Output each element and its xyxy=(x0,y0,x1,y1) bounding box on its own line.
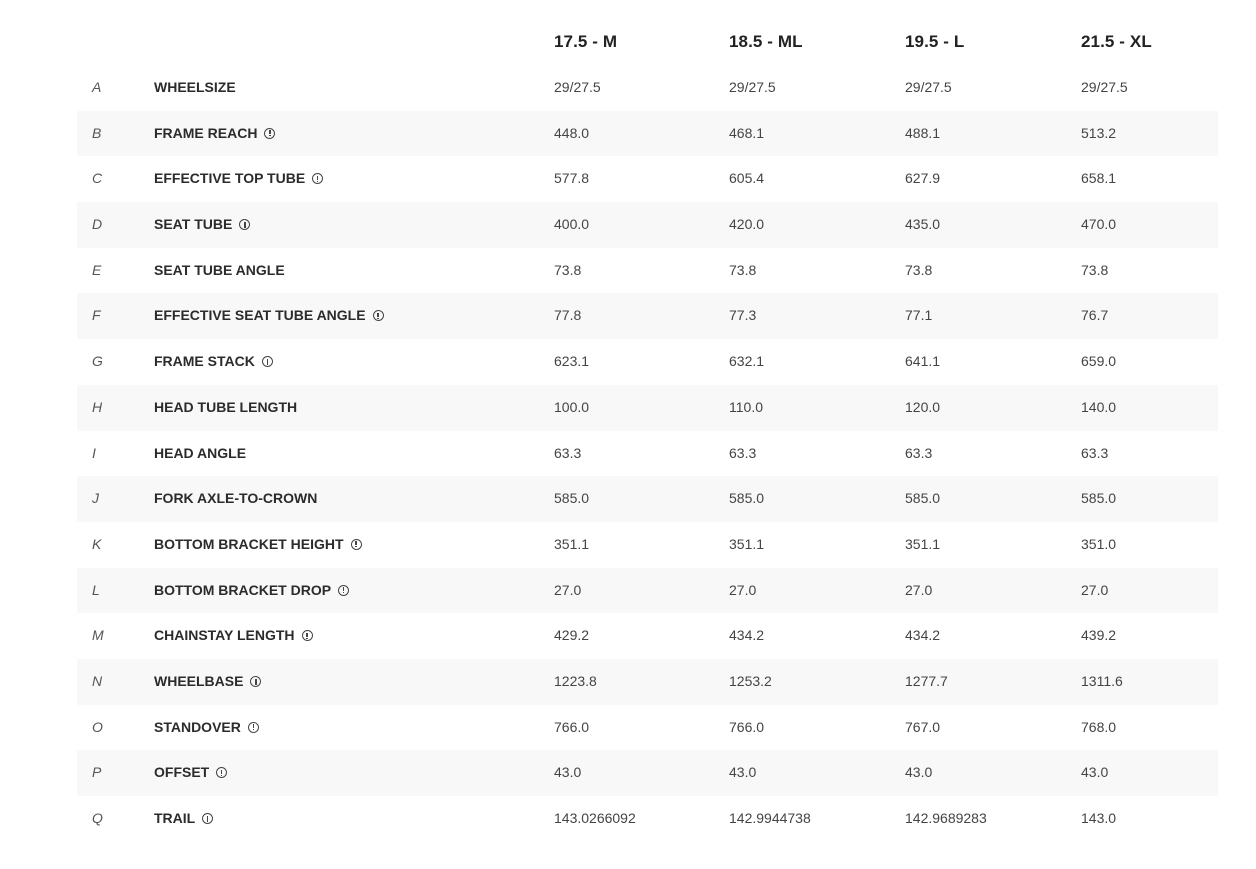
value-cell-l: 434.2 xyxy=(905,627,941,644)
row-letter: K xyxy=(92,535,102,552)
size-header-row xyxy=(77,19,1218,65)
value-cell-xl: 658.1 xyxy=(1081,170,1117,187)
row-letter: L xyxy=(92,581,100,598)
value-cell-xl: 143.0 xyxy=(1081,810,1117,826)
value-cell-ml: 468.1 xyxy=(729,124,765,141)
value-cell-xl: 140.0 xyxy=(1081,398,1117,415)
value-cell-m: 448.0 xyxy=(554,124,590,141)
row-label-text: HEAD ANGLE xyxy=(154,444,247,461)
table-row xyxy=(77,293,1218,339)
info-icon[interactable] xyxy=(312,173,323,184)
row-label xyxy=(154,156,323,202)
table-row xyxy=(77,613,1218,659)
row-letter: B xyxy=(92,124,102,141)
value-cell-l: 142.9689283 xyxy=(905,810,987,826)
value-cell-xl: 63.3 xyxy=(1081,444,1109,461)
row-label xyxy=(154,65,236,111)
row-label-text: WHEELBASE xyxy=(154,672,244,689)
row-letter: H xyxy=(92,398,103,415)
value-cell-ml: 420.0 xyxy=(729,216,765,233)
info-icon[interactable] xyxy=(262,356,273,367)
value-cell-xl: 513.2 xyxy=(1081,124,1117,141)
value-cell-m: 29/27.5 xyxy=(554,79,601,95)
info-icon[interactable] xyxy=(248,722,259,733)
value-cell-m: 77.8 xyxy=(554,307,582,324)
value-cell-l: 73.8 xyxy=(905,261,933,278)
row-label-text: FRAME STACK xyxy=(154,353,255,370)
value-cell-ml: 605.4 xyxy=(729,170,765,187)
value-cell-xl: 73.8 xyxy=(1081,261,1109,278)
size-header-ml: 18.5 - ML xyxy=(729,32,803,51)
row-label xyxy=(154,659,261,705)
geometry-rows xyxy=(77,65,1218,842)
value-cell-m: 351.1 xyxy=(554,535,590,552)
value-cell-xl: 585.0 xyxy=(1081,490,1117,507)
row-letter: A xyxy=(92,79,102,95)
size-header-m: 17.5 - M xyxy=(554,32,618,51)
value-cell-ml: 632.1 xyxy=(729,353,765,370)
table-row xyxy=(77,750,1218,796)
table-row xyxy=(77,705,1218,751)
value-cell-xl: 43.0 xyxy=(1081,764,1109,781)
value-cell-l: 351.1 xyxy=(905,535,941,552)
table-row xyxy=(77,156,1218,202)
value-cell-xl: 1311.6 xyxy=(1081,672,1123,689)
row-letter: G xyxy=(92,353,103,370)
value-cell-xl: 27.0 xyxy=(1081,581,1109,598)
value-cell-ml: 29/27.5 xyxy=(729,79,776,95)
value-cell-ml: 434.2 xyxy=(729,627,765,644)
value-cell-m: 1223.8 xyxy=(554,672,597,689)
row-letter: F xyxy=(92,307,101,324)
row-label xyxy=(154,339,273,385)
value-cell-l: 585.0 xyxy=(905,490,941,507)
row-label xyxy=(154,705,259,751)
row-label-text: OFFSET xyxy=(154,764,210,781)
row-label xyxy=(154,248,285,294)
info-icon[interactable] xyxy=(264,128,275,139)
value-cell-l: 641.1 xyxy=(905,353,941,370)
value-cell-xl: 76.7 xyxy=(1081,307,1109,324)
row-label-text: BOTTOM BRACKET DROP xyxy=(154,581,332,598)
value-cell-m: 623.1 xyxy=(554,353,590,370)
info-icon[interactable] xyxy=(239,219,250,230)
value-cell-xl: 351.0 xyxy=(1081,535,1117,552)
row-label-text: HEAD TUBE LENGTH xyxy=(154,398,298,415)
table-row xyxy=(77,476,1218,522)
table-row xyxy=(77,65,1218,111)
value-cell-l: 767.0 xyxy=(905,718,941,735)
row-label xyxy=(154,202,250,248)
value-cell-xl: 29/27.5 xyxy=(1081,79,1128,95)
row-label xyxy=(154,613,313,659)
info-icon[interactable] xyxy=(351,539,362,550)
value-cell-m: 100.0 xyxy=(554,398,590,415)
row-letter: D xyxy=(92,216,103,233)
row-label-text: EFFECTIVE TOP TUBE xyxy=(154,170,306,187)
row-label-text: SEAT TUBE xyxy=(154,216,233,233)
size-header-xl: 21.5 - XL xyxy=(1081,32,1152,51)
value-cell-xl: 659.0 xyxy=(1081,353,1117,370)
table-row xyxy=(77,659,1218,705)
table-row xyxy=(77,202,1218,248)
row-letter: C xyxy=(92,170,103,187)
row-label xyxy=(154,522,362,568)
row-label xyxy=(154,796,213,842)
row-label xyxy=(154,385,297,431)
value-cell-ml: 43.0 xyxy=(729,764,757,781)
info-icon[interactable] xyxy=(338,585,349,596)
row-label-text: FORK AXLE-TO-CROWN xyxy=(154,490,318,507)
table-row xyxy=(77,248,1218,294)
info-icon[interactable] xyxy=(250,676,261,687)
value-cell-ml: 77.3 xyxy=(729,307,757,324)
row-label-text: WHEELSIZE xyxy=(154,79,236,95)
table-row xyxy=(77,111,1218,157)
row-letter: Q xyxy=(92,810,103,826)
value-cell-xl: 439.2 xyxy=(1081,627,1117,644)
row-label-text: EFFECTIVE SEAT TUBE ANGLE xyxy=(154,307,366,324)
value-cell-ml: 585.0 xyxy=(729,490,765,507)
value-cell-l: 488.1 xyxy=(905,124,941,141)
info-icon[interactable] xyxy=(216,767,227,778)
value-cell-ml: 351.1 xyxy=(729,535,765,552)
row-label xyxy=(154,568,349,614)
table-row xyxy=(77,522,1218,568)
value-cell-ml: 27.0 xyxy=(729,581,757,598)
row-label-text: STANDOVER xyxy=(154,718,241,735)
value-cell-l: 1277.7 xyxy=(905,672,948,689)
row-letter: N xyxy=(92,672,103,689)
row-letter: M xyxy=(92,627,104,644)
row-label xyxy=(154,750,227,796)
table-row xyxy=(77,568,1218,614)
row-letter: I xyxy=(92,444,96,461)
row-label xyxy=(154,431,246,477)
value-cell-m: 585.0 xyxy=(554,490,590,507)
row-label-text: FRAME REACH xyxy=(154,124,258,141)
value-cell-m: 577.8 xyxy=(554,170,590,187)
value-cell-ml: 73.8 xyxy=(729,261,757,278)
value-cell-m: 27.0 xyxy=(554,581,582,598)
value-cell-m: 63.3 xyxy=(554,444,582,461)
value-cell-m: 766.0 xyxy=(554,718,590,735)
size-header-l: 19.5 - L xyxy=(905,32,965,51)
row-label-text: BOTTOM BRACKET HEIGHT xyxy=(154,535,344,552)
info-icon[interactable] xyxy=(202,813,213,824)
value-cell-xl: 768.0 xyxy=(1081,718,1117,735)
row-label xyxy=(154,476,317,522)
row-label-text: SEAT TUBE ANGLE xyxy=(154,261,285,278)
row-letter: P xyxy=(92,764,102,781)
value-cell-ml: 63.3 xyxy=(729,444,757,461)
value-cell-l: 627.9 xyxy=(905,170,941,187)
value-cell-l: 77.1 xyxy=(905,307,933,324)
value-cell-ml: 766.0 xyxy=(729,718,765,735)
row-letter: J xyxy=(92,490,99,507)
value-cell-xl: 470.0 xyxy=(1081,216,1117,233)
geometry-table xyxy=(77,19,1218,842)
row-label xyxy=(154,111,275,157)
value-cell-ml: 142.9944738 xyxy=(729,810,811,826)
value-cell-ml: 110.0 xyxy=(729,398,763,415)
value-cell-l: 43.0 xyxy=(905,764,933,781)
info-icon[interactable] xyxy=(373,310,384,321)
row-letter: E xyxy=(92,261,102,278)
value-cell-l: 29/27.5 xyxy=(905,79,952,95)
row-label-text: TRAIL xyxy=(154,810,196,826)
info-icon[interactable] xyxy=(302,630,313,641)
value-cell-m: 73.8 xyxy=(554,261,582,278)
value-cell-m: 400.0 xyxy=(554,216,590,233)
table-row xyxy=(77,339,1218,385)
value-cell-l: 120.0 xyxy=(905,398,941,415)
row-label-text: CHAINSTAY LENGTH xyxy=(154,627,295,644)
row-letter: O xyxy=(92,718,103,735)
table-row xyxy=(77,431,1218,477)
value-cell-m: 43.0 xyxy=(554,764,582,781)
value-cell-l: 435.0 xyxy=(905,216,941,233)
value-cell-m: 429.2 xyxy=(554,627,590,644)
value-cell-ml: 1253.2 xyxy=(729,672,772,689)
value-cell-m: 143.0266092 xyxy=(554,810,636,826)
table-row xyxy=(77,385,1218,431)
row-label xyxy=(154,293,384,339)
value-cell-l: 27.0 xyxy=(905,581,933,598)
value-cell-l: 63.3 xyxy=(905,444,933,461)
table-row xyxy=(77,796,1218,842)
